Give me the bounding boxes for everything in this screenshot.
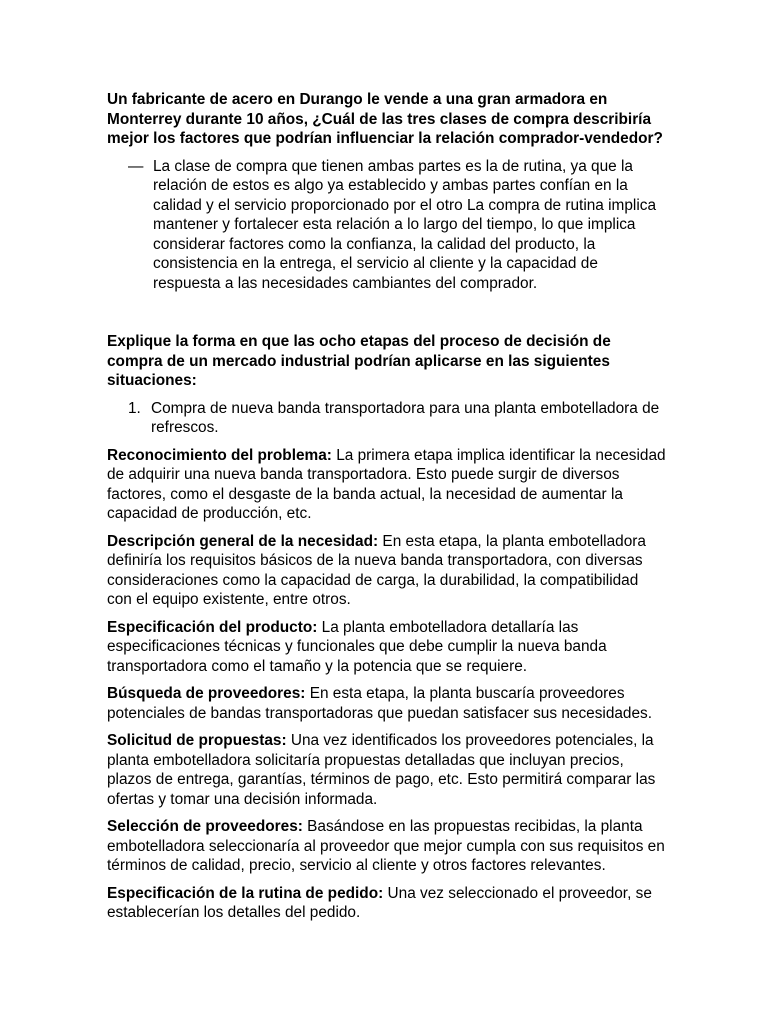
- item-number: 1.: [128, 399, 141, 417]
- stage-need-description: [107, 532, 667, 610]
- stage-supplier-selection: [107, 817, 667, 876]
- stage-text: Una vez seleccionado el proveedor, se establecerían los detalles del pedido.: [107, 884, 652, 921]
- stage-title: Búsqueda de proveedores:: [107, 685, 306, 702]
- item-text: Compra de nueva banda transportadora para una planta embotelladora de refrescos.: [151, 399, 660, 436]
- question-1: Un fabricante de acero en Durango le vende a una gran armadora en Monterrey durante 10 años, ¿Cuál de las tres clases de compra describiría mejor los factores que podrían influenciar la relación comprador-vendedor?: [107, 91, 663, 147]
- stage-text: La planta embotelladora detallaría las especificaciones técnicas y funcionales que debe cumplir la nueva banda transportadora como el tamaño y la potencia que se requiere.: [107, 618, 607, 675]
- stage-title: Solicitud de propuestas:: [107, 732, 287, 749]
- stage-supplier-search: [107, 684, 667, 723]
- stage-title: Reconocimiento del problema:: [107, 446, 332, 464]
- stage-text: La primera etapa implica identificar la necesidad de adquirir una nueva banda transportadora. Esto puede surgir de diversos factores, como el desgaste de la banda actual, la necesidad de aumentar la capacidad de producción, etc.: [107, 446, 666, 522]
- answer-1: [107, 157, 667, 294]
- stage-proposal-solicitation: [107, 731, 667, 809]
- stage-title: Selección de proveedores:: [107, 818, 303, 835]
- stage-product-specification: [107, 618, 667, 677]
- stage-title: Especificación del producto:: [107, 618, 318, 636]
- stage-title: Descripción general de la necesidad:: [107, 532, 379, 550]
- stage-text: En esta etapa, la planta embotelladora definiría los requisitos básicos de la nueva banda transportadora, con diversas consideraciones como la capacidad de carga, la durabilidad, la compatibilidad con el equipo existente, entre otros.: [107, 532, 646, 608]
- stage-text: Basándose en las propuestas recibidas, la planta embotelladora seleccionaría al proveedor que mejor cumpla con sus requisitos en términos de calidad, precio, servicio al cliente y otros factores relevantes.: [107, 818, 665, 874]
- document-page: [107, 90, 667, 923]
- answer-1-text: La clase de compra que tienen ambas partes es la de rutina, ya que la relación de estos es algo ya establecido y ambas partes confían en la calidad y el servicio proporcionado por el otro La compra de rutina implica mantener y fortalecer esta relación a lo largo del tiempo, lo que implica considerar factores como la confianza, la calidad del producto, la consistencia en la entrega, el servicio al cliente y la capacidad de respuesta a las necesidades cambiantes del comprador.: [153, 157, 657, 292]
- stage-text: En esta etapa, la planta buscaría proveedores potenciales de bandas transportadoras que puedan satisfacer sus necesidades.: [107, 685, 653, 722]
- question-2: Explique la forma en que las ocho etapas del proceso de decisión de compra de un mercado industrial podrían aplicarse en las siguientes situaciones:: [107, 333, 611, 389]
- numbered-item-1: [107, 399, 667, 438]
- dash-bullet: —: [128, 157, 144, 175]
- stage-title: Especificación de la rutina de pedido:: [107, 884, 384, 902]
- stage-problem-recognition: [107, 446, 667, 524]
- stage-order-routine: [107, 884, 667, 923]
- stage-text: Una vez identificados los proveedores potenciales, la planta embotelladora solicitaría propuestas detalladas que incluyan precios, plazos de entrega, garantías, términos de pago, etc. Esto permitirá comparar las ofertas y tomar una decisión informada.: [107, 732, 656, 808]
